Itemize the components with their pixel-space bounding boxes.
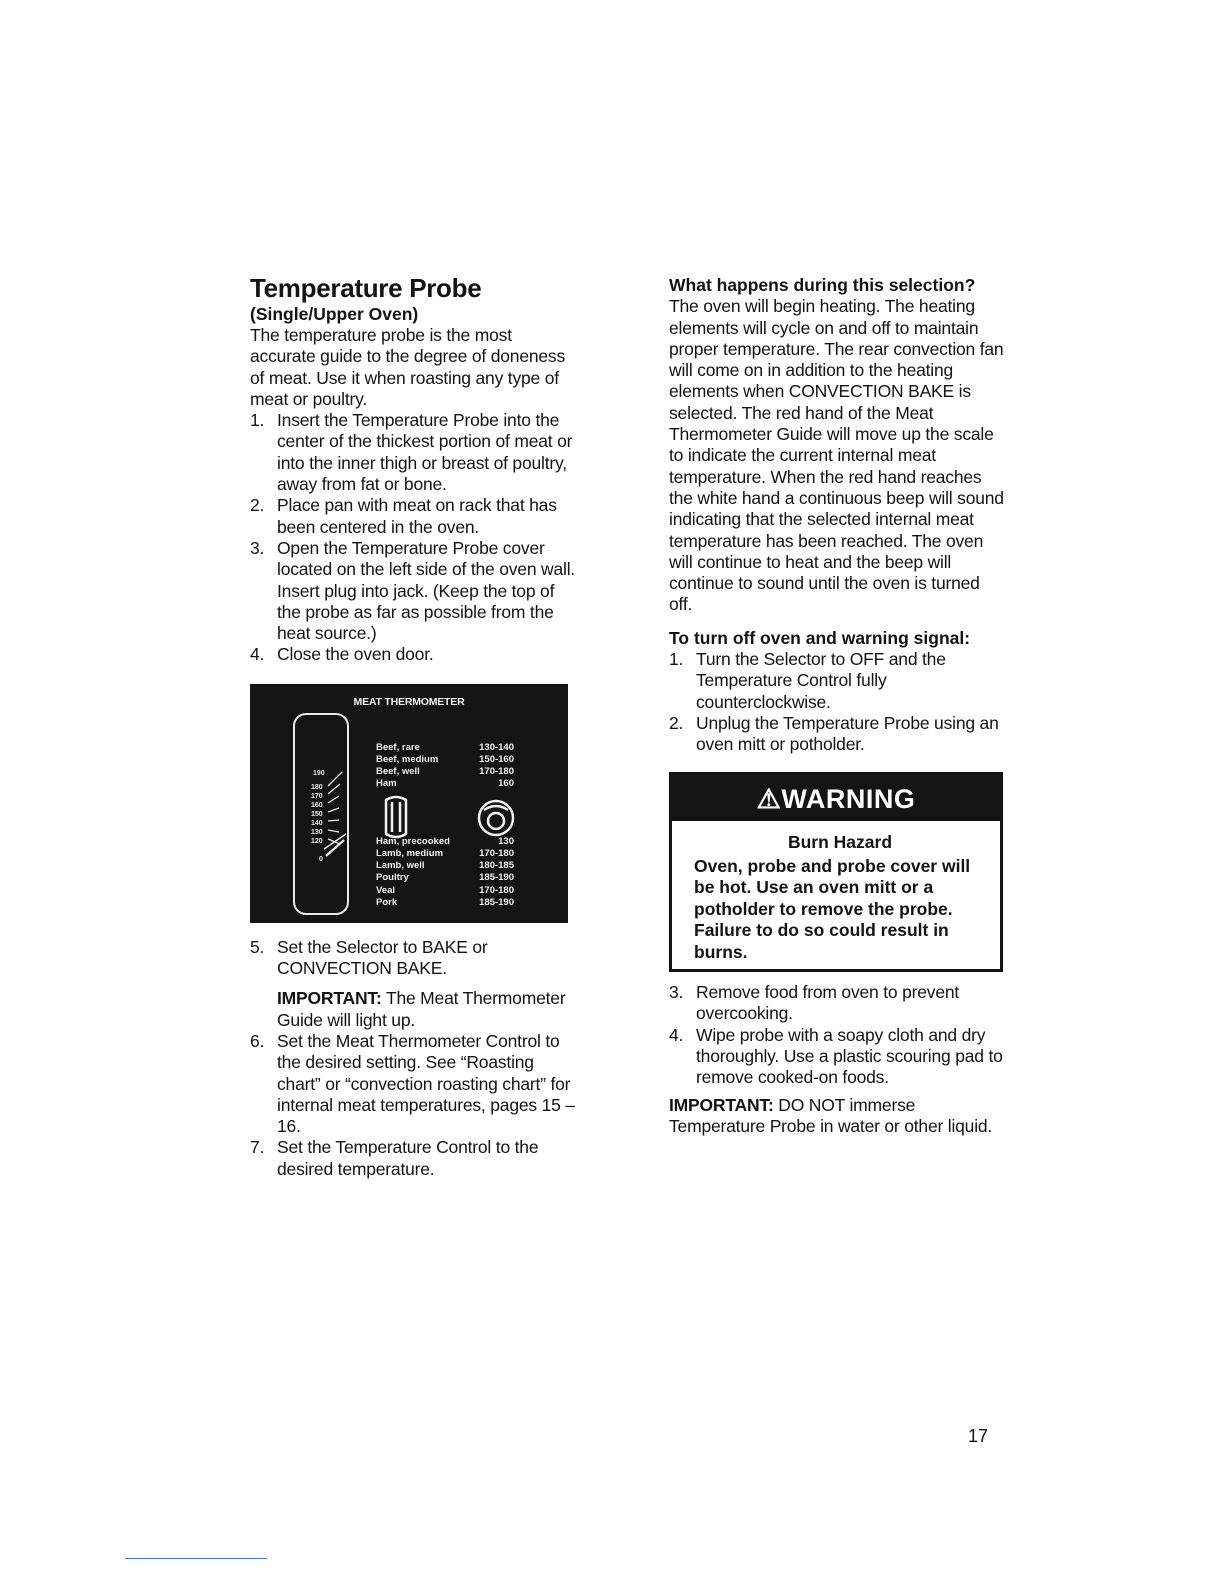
meat-row: Ham 160 [376, 778, 514, 790]
thermometer-title: MEAT THERMOMETER [353, 695, 465, 708]
steps-list-c [250, 1031, 580, 1180]
meat-row: Poultry 185-190 [376, 872, 514, 884]
scale-label: 130 [311, 828, 323, 836]
steps-list-a [250, 410, 580, 666]
step-item: 5. Set the Selector to BAKE or CONVECTION BAKE. [250, 936, 488, 979]
scale-label: 150 [311, 810, 323, 818]
section-heading: To turn off oven and warning signal: [669, 627, 971, 648]
step-item: 4. Close the oven door. [250, 644, 434, 665]
meat-row: Lamb, medium 170-180 [376, 847, 514, 859]
warning-icon: ⚠ [756, 783, 782, 814]
meat-row: Beef, well 170-180 [376, 766, 514, 778]
warning-body [672, 821, 1000, 970]
meat-row: Veal 170-180 [376, 884, 514, 896]
selection-paragraph: The oven will begin heating. The heating elements will cycle on and off to maintain proper temperature. The rear convection fan will come on in addition to the heating elements when CONVECTION BAKE is selected. The red hand of the Meat Thermometer Guide will move up the scale to indicate the current internal meat temperature. When the red hand reaches the white hand a continuous beep will sound indicating that the selected internal meat temperature has been reached. The oven will continue to heat and the beep will continue to sound until the oven is turned off. [669, 296, 1004, 615]
warning-header [672, 775, 1000, 821]
step-item: 3. Remove food from oven to prevent overcooking. [669, 982, 960, 1024]
right-column [669, 275, 1004, 1137]
important-note: IMPORTANT: The Meat Thermometer Guide will light up. [277, 988, 566, 1030]
scale-label: 140 [311, 819, 323, 827]
scale-label: 160 [311, 801, 323, 809]
step-item: 7. Set the Temperature Control to the desired temperature. [250, 1137, 539, 1179]
step-item: 3. Open the Temperature Probe cover located on the left side of the oven wall. Insert plug into jack. (Keep the top of the probe as far as possible from the heat source.) [250, 537, 576, 644]
meat-row: Ham, precooked 130 [376, 835, 514, 847]
scale-label: 120 [311, 837, 323, 845]
meat-table-top [376, 742, 514, 791]
step-item: 1. Insert the Temperature Probe into the center of the thickest portion of meat or into the inner thigh or breast of poultry, away from fat or bone. [250, 410, 573, 495]
meat-row: Beef, medium 150-160 [376, 753, 514, 765]
meat-row: Lamb, well 180-185 [376, 860, 514, 872]
page-number: 17 [968, 1426, 989, 1446]
scale-label: 190 [313, 769, 325, 777]
meat-icons [376, 794, 516, 840]
left-column [250, 272, 580, 1180]
steps-list-d [669, 649, 1004, 755]
scale-label: 180 [311, 783, 323, 791]
section-heading: What happens during this selection? [669, 275, 976, 295]
scale-label: 170 [311, 792, 323, 800]
steps-list-b [250, 937, 580, 980]
meat-table-bottom [376, 836, 514, 909]
important-note: IMPORTANT: DO NOT immerse Temperature Probe in water or other liquid. [669, 1094, 993, 1136]
page-subtitle: (Single/Upper Oven) [250, 304, 419, 324]
step-item: 4. Wipe probe with a soapy cloth and dry thoroughly. Use a plastic scouring pad to remove cooked-on foods. [669, 1024, 1003, 1088]
step-item: 1. Turn the Selector to OFF and the Temperature Control fully counterclockwise. [669, 649, 946, 712]
footer-rule [125, 1558, 267, 1559]
step-item: 2. Place pan with meat on rack that has been centered in the oven. [250, 495, 557, 537]
intro-paragraph: The temperature probe is the most accurate guide to the degree of doneness of meat. Use it when roasting any type of meat or poultry. [250, 325, 566, 409]
warning-hazard: Burn Hazard [787, 831, 893, 852]
steps-list-e [669, 982, 1004, 1088]
meat-row: Pork 185-190 [376, 896, 514, 908]
page-title: Temperature Probe [250, 273, 482, 303]
warning-title: WARNING [781, 783, 916, 814]
warning-text: Oven, probe and probe cover will be hot. Use an oven mitt or a potholder to remove the probe. Failure to do so could result in burns. [694, 855, 971, 962]
warning-box [669, 772, 1003, 973]
meat-thermometer-panel [250, 684, 568, 923]
meat-row: Beef, rare 130-140 [376, 741, 514, 753]
step-item: 6. Set the Meat Thermometer Control to the desired setting. See “Roasting chart” or “convection roasting chart” for internal meat temperatures, pages 15 – 16. [250, 1030, 575, 1137]
step-item: 2. Unplug the Temperature Probe using an oven mitt or potholder. [669, 712, 999, 755]
scale-label: 0 [319, 855, 323, 863]
